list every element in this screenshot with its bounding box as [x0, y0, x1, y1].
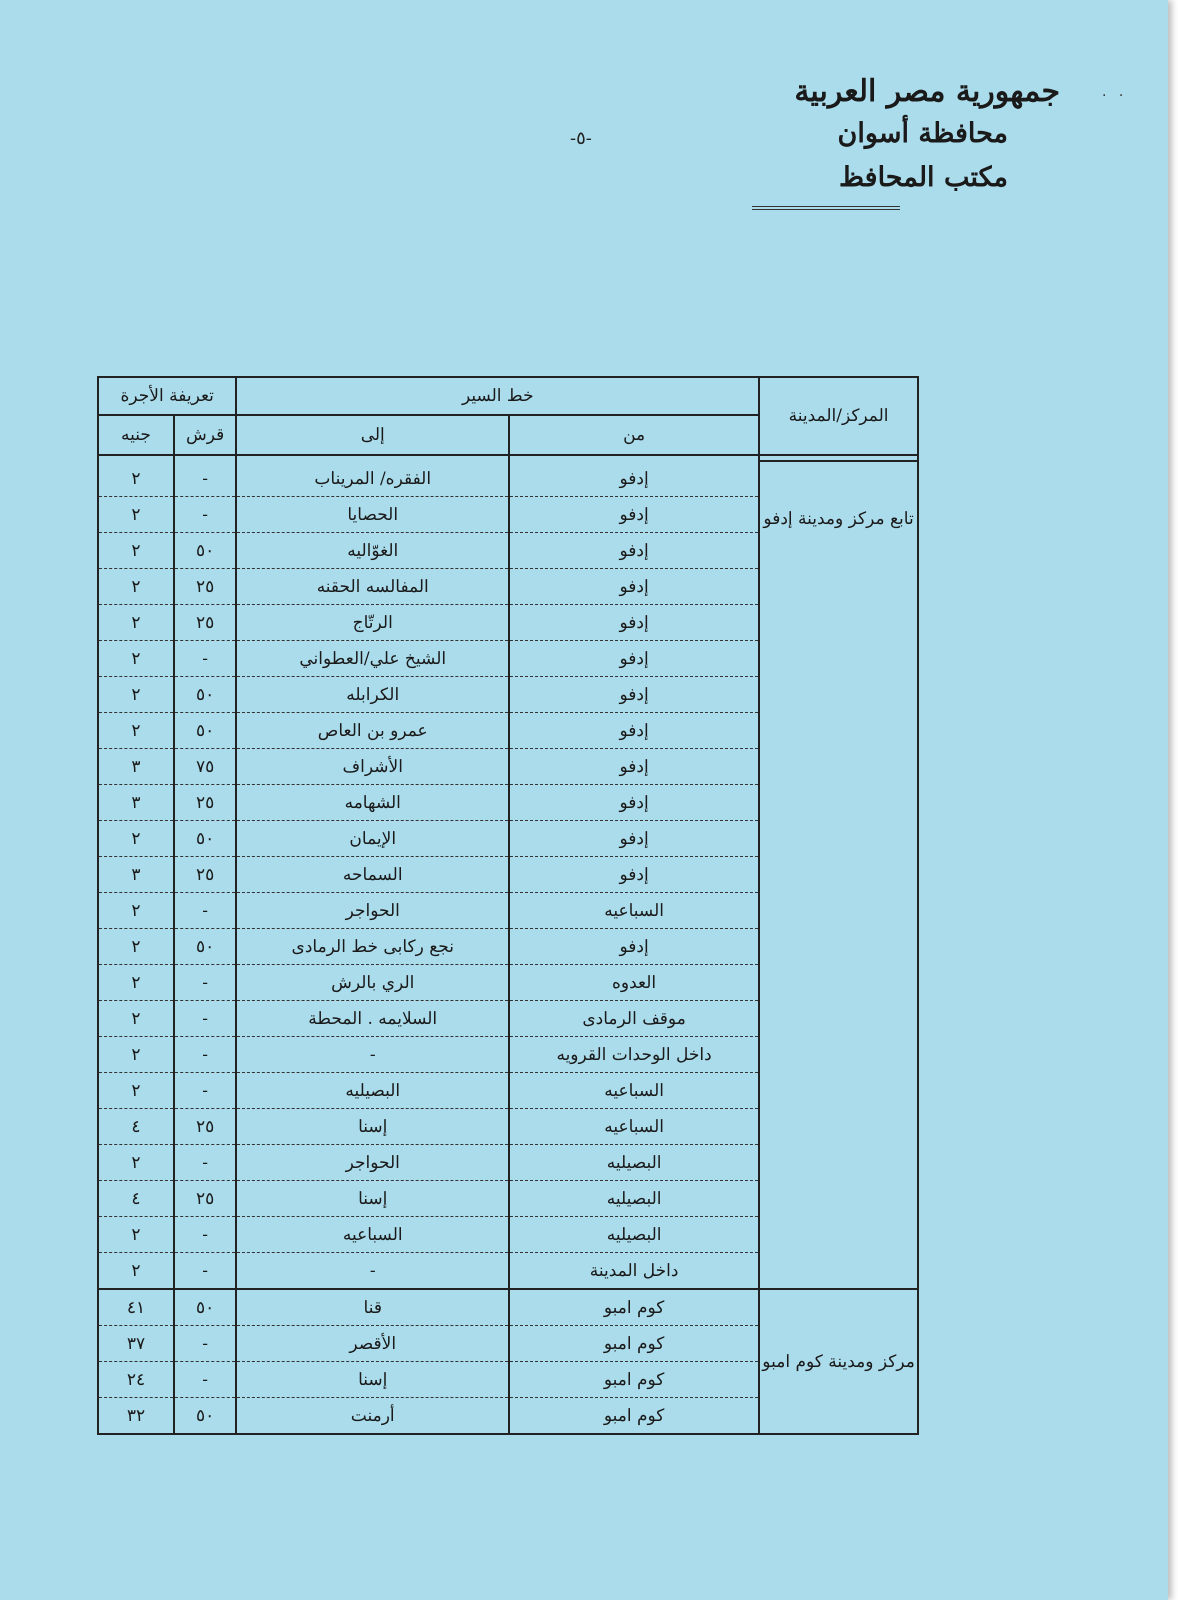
header-piasters: قرش — [174, 415, 237, 455]
pounds-cell: ٤ — [98, 1181, 174, 1217]
from-cell: إدفو — [509, 857, 759, 893]
pounds-cell: ٢ — [98, 497, 174, 533]
to-cell: الحواجر — [236, 1145, 509, 1181]
pounds-cell: ٣ — [98, 785, 174, 821]
piasters-cell: - — [174, 461, 237, 497]
to-cell: إسنا — [236, 1362, 509, 1398]
to-cell: الشهامه — [236, 785, 509, 821]
to-cell: السلايمه . المحطة — [236, 1001, 509, 1037]
to-cell: الري بالرش — [236, 965, 509, 1001]
to-cell: إسنا — [236, 1181, 509, 1217]
header-to: إلى — [236, 415, 509, 455]
letterhead-office: مكتب المحافظ — [839, 162, 1008, 193]
to-cell: الفقره/ المريناب — [236, 461, 509, 497]
pounds-cell: ٢ — [98, 605, 174, 641]
from-cell: إدفو — [509, 677, 759, 713]
piasters-cell: - — [174, 1145, 237, 1181]
piasters-cell: ٢٥ — [174, 857, 237, 893]
piasters-cell: ٥٠ — [174, 677, 237, 713]
piasters-cell: ٥٠ — [174, 1289, 237, 1326]
letterhead-rule — [752, 209, 900, 210]
from-cell: إدفو — [509, 641, 759, 677]
to-cell: - — [236, 1253, 509, 1290]
header-pounds: جنيه — [98, 415, 174, 455]
piasters-cell: ٢٥ — [174, 1181, 237, 1217]
piasters-cell: - — [174, 1326, 237, 1362]
from-cell: السباعيه — [509, 1073, 759, 1109]
table-row — [98, 1289, 918, 1326]
piasters-cell: ٥٠ — [174, 929, 237, 965]
from-cell: إدفو — [509, 605, 759, 641]
from-cell: إدفو — [509, 497, 759, 533]
to-cell: الإيمان — [236, 821, 509, 857]
to-cell: - — [236, 1037, 509, 1073]
page-number: -٥- — [570, 128, 592, 149]
from-cell: إدفو — [509, 821, 759, 857]
pounds-cell: ٢ — [98, 677, 174, 713]
fare-table-body — [98, 455, 918, 1434]
from-cell: إدفو — [509, 569, 759, 605]
piasters-cell: - — [174, 1217, 237, 1253]
from-cell: كوم امبو — [509, 1289, 759, 1326]
piasters-cell: ٥٠ — [174, 713, 237, 749]
from-cell: كوم امبو — [509, 1326, 759, 1362]
to-cell: الرتّاج — [236, 605, 509, 641]
pounds-cell: ٢ — [98, 1073, 174, 1109]
pounds-cell: ٣٧ — [98, 1326, 174, 1362]
piasters-cell: ٢٥ — [174, 605, 237, 641]
corner-marks: . . — [1102, 84, 1128, 100]
to-cell: الحصايا — [236, 497, 509, 533]
to-cell: الحواجر — [236, 893, 509, 929]
pounds-cell: ٤ — [98, 1109, 174, 1145]
to-cell: الأقصر — [236, 1326, 509, 1362]
piasters-cell: - — [174, 1001, 237, 1037]
from-cell: إدفو — [509, 785, 759, 821]
to-cell: إسنا — [236, 1109, 509, 1145]
piasters-cell: ٢٥ — [174, 569, 237, 605]
pounds-cell: ٢ — [98, 929, 174, 965]
from-cell: البصيليه — [509, 1217, 759, 1253]
from-cell: كوم امبو — [509, 1362, 759, 1398]
fare-table — [97, 376, 919, 1435]
header-region: المركز/المدينة — [759, 377, 918, 455]
pounds-cell: ٢ — [98, 1001, 174, 1037]
piasters-cell: ٧٥ — [174, 749, 237, 785]
from-cell: السباعيه — [509, 893, 759, 929]
table-row — [98, 461, 918, 497]
pounds-cell: ٢ — [98, 641, 174, 677]
to-cell: السباعيه — [236, 1217, 509, 1253]
to-cell: أرمنت — [236, 1398, 509, 1435]
from-cell: إدفو — [509, 533, 759, 569]
from-cell: إدفو — [509, 929, 759, 965]
to-cell: نجع ركابى خط الرمادى — [236, 929, 509, 965]
from-cell: داخل الوحدات القرويه — [509, 1037, 759, 1073]
from-cell: البصيليه — [509, 1181, 759, 1217]
from-cell: إدفو — [509, 461, 759, 497]
pounds-cell: ٢ — [98, 821, 174, 857]
from-cell: كوم امبو — [509, 1398, 759, 1435]
piasters-cell: ٥٠ — [174, 533, 237, 569]
to-cell: قنا — [236, 1289, 509, 1326]
pounds-cell: ٢ — [98, 1145, 174, 1181]
piasters-cell: - — [174, 893, 237, 929]
pounds-cell: ٢ — [98, 461, 174, 497]
to-cell: السماحه — [236, 857, 509, 893]
piasters-cell: - — [174, 641, 237, 677]
piasters-cell: - — [174, 1253, 237, 1290]
pounds-cell: ٤١ — [98, 1289, 174, 1326]
piasters-cell: - — [174, 1037, 237, 1073]
to-cell: المفالسه الحقنه — [236, 569, 509, 605]
from-cell: داخل المدينة — [509, 1253, 759, 1290]
pounds-cell: ٢ — [98, 713, 174, 749]
header-route: خط السير — [236, 377, 759, 415]
header-fare: تعريفة الأجرة — [98, 377, 236, 415]
pounds-cell: ٢ — [98, 893, 174, 929]
piasters-cell: ٥٠ — [174, 1398, 237, 1435]
letterhead — [740, 72, 1060, 200]
piasters-cell: - — [174, 1362, 237, 1398]
region-cell: تابع مركز ومدينة إدفو — [759, 461, 918, 1289]
from-cell: إدفو — [509, 713, 759, 749]
piasters-cell: - — [174, 1073, 237, 1109]
pounds-cell: ٢ — [98, 569, 174, 605]
pounds-cell: ٢ — [98, 1037, 174, 1073]
piasters-cell: ٥٠ — [174, 821, 237, 857]
piasters-cell: ٢٥ — [174, 785, 237, 821]
letterhead-governorate: محافظة أسوان — [837, 118, 1008, 149]
to-cell: الشيخ علي/العطواني — [236, 641, 509, 677]
pounds-cell: ٣٢ — [98, 1398, 174, 1435]
from-cell: البصيليه — [509, 1145, 759, 1181]
from-cell: موقف الرمادى — [509, 1001, 759, 1037]
from-cell: السباعيه — [509, 1109, 759, 1145]
pounds-cell: ٣ — [98, 857, 174, 893]
pounds-cell: ٢ — [98, 965, 174, 1001]
piasters-cell: - — [174, 965, 237, 1001]
header-from: من — [509, 415, 759, 455]
from-cell: العدوه — [509, 965, 759, 1001]
pounds-cell: ٢ — [98, 533, 174, 569]
pounds-cell: ٣ — [98, 749, 174, 785]
to-cell: البصيليه — [236, 1073, 509, 1109]
to-cell: الكرابله — [236, 677, 509, 713]
piasters-cell: - — [174, 497, 237, 533]
pounds-cell: ٢ — [98, 1217, 174, 1253]
to-cell: عمرو بن العاص — [236, 713, 509, 749]
piasters-cell: ٢٥ — [174, 1109, 237, 1145]
pounds-cell: ٢٤ — [98, 1362, 174, 1398]
letterhead-rule — [752, 206, 900, 207]
pounds-cell: ٢ — [98, 1253, 174, 1290]
to-cell: الغوّاليه — [236, 533, 509, 569]
region-cell: مركز ومدينة كوم امبو — [759, 1289, 918, 1434]
to-cell: الأشراف — [236, 749, 509, 785]
from-cell: إدفو — [509, 749, 759, 785]
letterhead-country: جمهورية مصر العربية — [794, 74, 1060, 109]
